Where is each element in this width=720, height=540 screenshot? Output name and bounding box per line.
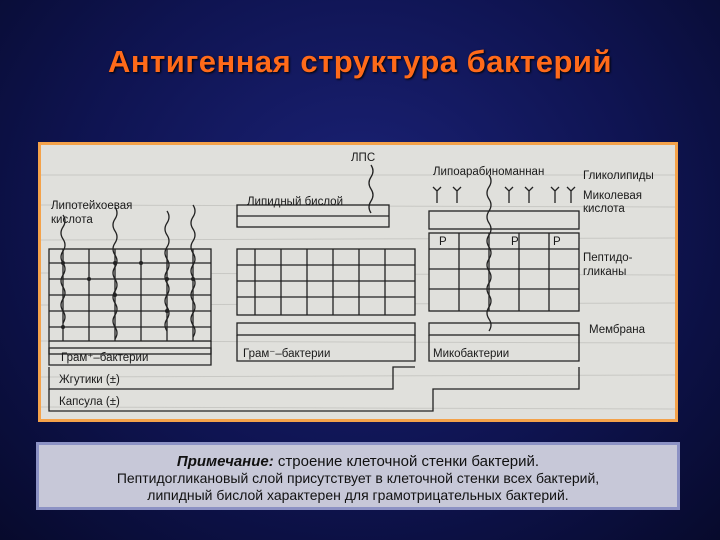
label-lipoteichoic-acid-1: Липотейхоевая <box>51 200 133 212</box>
label-gram-negative: Грам⁻–бактерии <box>243 348 331 360</box>
note-line-3: липидный бислой характерен для грамотрицательных бактерий. <box>147 487 569 503</box>
note-heading: Примечание: <box>176 453 274 470</box>
label-mycolic-acid-2: кислота <box>583 203 625 215</box>
slide-title: Антигенная структура бактерий <box>107 44 613 79</box>
cell-wall-svg <box>41 145 675 419</box>
label-phosphate-2: Р <box>511 236 519 248</box>
note-box <box>36 442 680 510</box>
label-peptidoglycans-1: Пептидо- <box>583 252 633 264</box>
gram-negative-wall <box>237 165 415 361</box>
label-mycolic-acid-1: Миколевая <box>583 190 643 202</box>
label-phosphate-3: Р <box>553 236 561 248</box>
label-flagella: Жгутики (±) <box>59 374 120 386</box>
gram-positive-wall <box>49 205 211 365</box>
label-lipoteichoic-acid-2: кислота <box>51 214 93 226</box>
mycobacteria-wall <box>429 175 579 361</box>
cell-wall-diagram <box>38 142 678 422</box>
label-glycolipids: Гликолипиды <box>583 170 654 182</box>
label-membrane: Мембрана <box>589 324 646 336</box>
label-lipoarabinomannan: Липоарабиноманнан <box>433 166 545 178</box>
label-lps: ЛПС <box>351 152 376 164</box>
note-heading-rest: строение клеточной стенки бактерий. <box>273 453 540 470</box>
label-gram-positive: Грам⁺–бактерии <box>61 352 149 364</box>
flagella-capsule-bars <box>49 367 579 411</box>
label-capsule: Капсула (±) <box>59 396 120 408</box>
label-phosphate-1: Р <box>439 236 447 248</box>
note-heading-line <box>39 453 677 470</box>
label-lipid-bilayer: Липидный бислой <box>247 196 343 208</box>
label-mycobacteria: Микобактерии <box>433 348 510 360</box>
label-peptidoglycans-2: гликаны <box>583 266 627 278</box>
note-line-2: Пептидогликановый слой присутствует в клеточной стенки всех бактерий, <box>116 470 600 486</box>
